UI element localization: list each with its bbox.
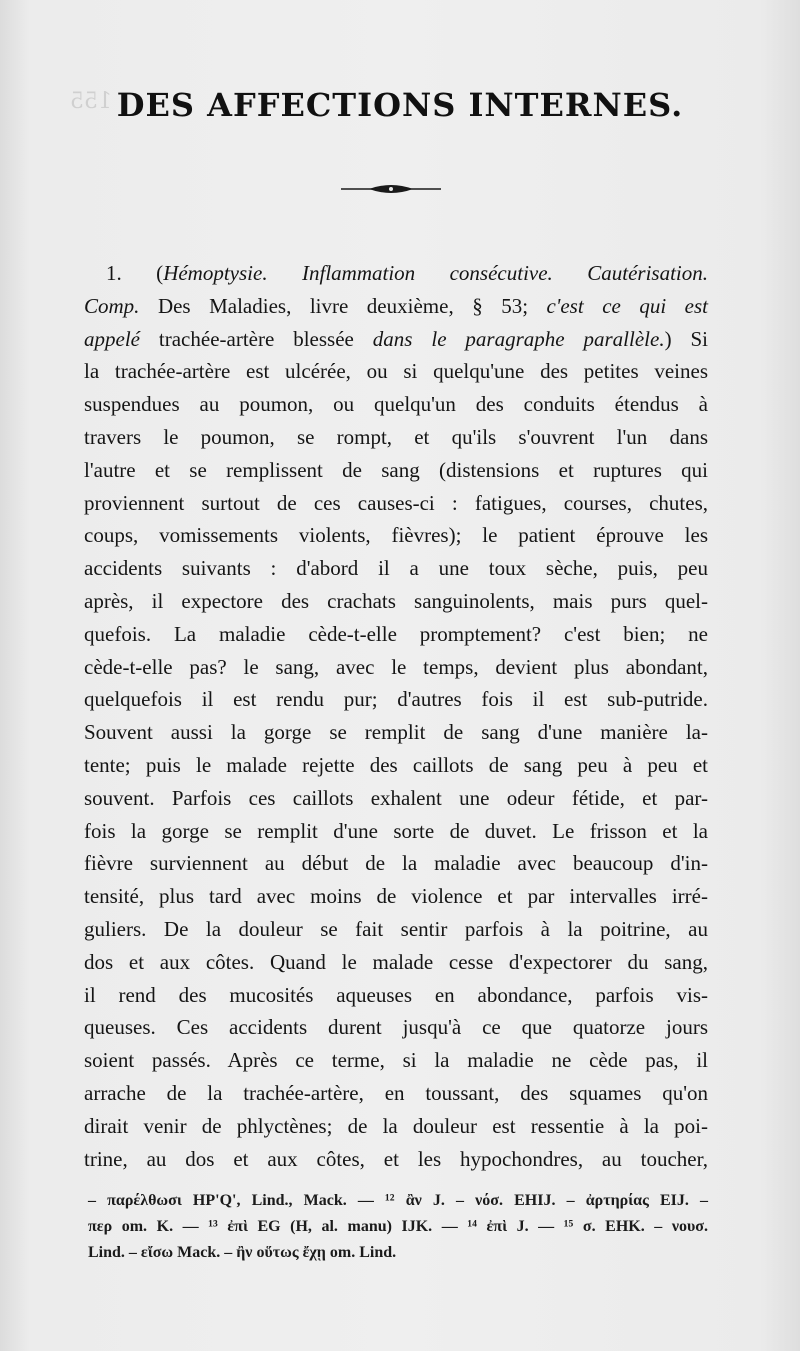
footnote-line: περ om. K. — ¹³ ἐπὶ EG (H, al. manu) IJK. — ¹⁴ ἐπὶ J. — ¹⁵ σ. EHK. – νουσ.: [88, 1218, 708, 1235]
text-line: fois la gorge se remplit d'une sorte de duvet. Le frisson et la: [84, 818, 708, 843]
text-line: appelé trachée-artère blessée dans le paragraphe parallèle.) Si: [84, 326, 709, 351]
ornament-divider: [339, 182, 443, 196]
text-line: quelquefois il est rendu pur; d'autres fois il est sub-putride.: [84, 687, 708, 712]
text-line: coups, vomissements violents, fièvres); le patient éprouve les: [84, 523, 708, 548]
text-line: queuses. Ces accidents durent jusqu'à ce que quatorze jours: [84, 1015, 708, 1040]
text-line: cède-t-elle pas? le sang, avec le temps, devient plus abondant,: [84, 654, 708, 679]
bleed-page-number: 155: [70, 89, 112, 114]
text-line: tensité, plus tard avec moins de violence et par intervalles irré-: [84, 884, 708, 909]
text-line: trine, au dos et aux côtes, et les hypochondres, au toucher,: [84, 1146, 708, 1171]
text-line: dos et aux côtes. Quand le malade cesse d'expectorer du sang,: [84, 949, 708, 974]
footnote-line: – παρέλθωσι HP'Q', Lind., Mack. — ¹² ἂν J. – νόσ. EHIJ. – ἀρτηρίας EIJ. –: [88, 1192, 708, 1209]
text-line: guliers. De la douleur se fait sentir parfois à la poitrine, au: [84, 916, 708, 941]
footnote-line: Lind. – εἴσω Mack. – ἢν οὕτως ἔχῃ om. Lind.: [88, 1244, 397, 1261]
page-title: DES AFFECTIONS INTERNES.: [116, 86, 684, 124]
text-line: 1. (Hémoptysie. Inflammation consécutive. Cautérisation.: [106, 261, 709, 285]
text-line: arrache de la trachée-artère, en toussant, des squames qu'on: [84, 1080, 708, 1105]
text-line: tente; puis le malade rejette des caillots de sang peu à peu et: [84, 752, 708, 777]
text-line: après, il expectore des crachats sanguinolents, mais purs quel-: [84, 588, 708, 613]
text-line: suspendues au poumon, ou quelqu'un des conduits étendus à: [84, 392, 708, 417]
text-line: la trachée-artère est ulcérée, ou si quelqu'une des petites veines: [84, 359, 708, 384]
text-line: il rend des mucosités aqueuses en abondance, parfois vis-: [84, 982, 708, 1007]
text-line: Comp. Des Maladies, livre deuxième, § 53; c'est ce qui est: [84, 293, 708, 318]
text-line: quefois. La maladie cède-t-elle promptement? c'est bien; ne: [84, 621, 708, 646]
text-line: Souvent aussi la gorge se remplit de sang d'une manière la-: [84, 720, 708, 745]
text-line: accidents suivants : d'abord il a une toux sèche, puis, peu: [84, 556, 708, 581]
text-line: soient passés. Après ce terme, si la maladie ne cède pas, il: [84, 1048, 708, 1073]
text-line: travers le poumon, se rompt, et qu'ils s'ouvrent l'un dans: [84, 424, 708, 449]
text-line: dirait venir de phlyctènes; de la douleur est ressentie à la poi-: [84, 1113, 708, 1138]
main-paragraph: [84, 257, 708, 1175]
footnotes: [88, 1188, 708, 1266]
text-line: souvent. Parfois ces caillots exhalent une odeur fétide, et par-: [84, 785, 708, 810]
text-line: fièvre surviennent au début de la maladie avec beaucoup d'in-: [84, 851, 708, 876]
text-line: l'autre et se remplissent de sang (distensions et ruptures qui: [84, 457, 708, 482]
text-line: proviennent surtout de ces causes-ci : fatigues, courses, chutes,: [84, 490, 708, 515]
